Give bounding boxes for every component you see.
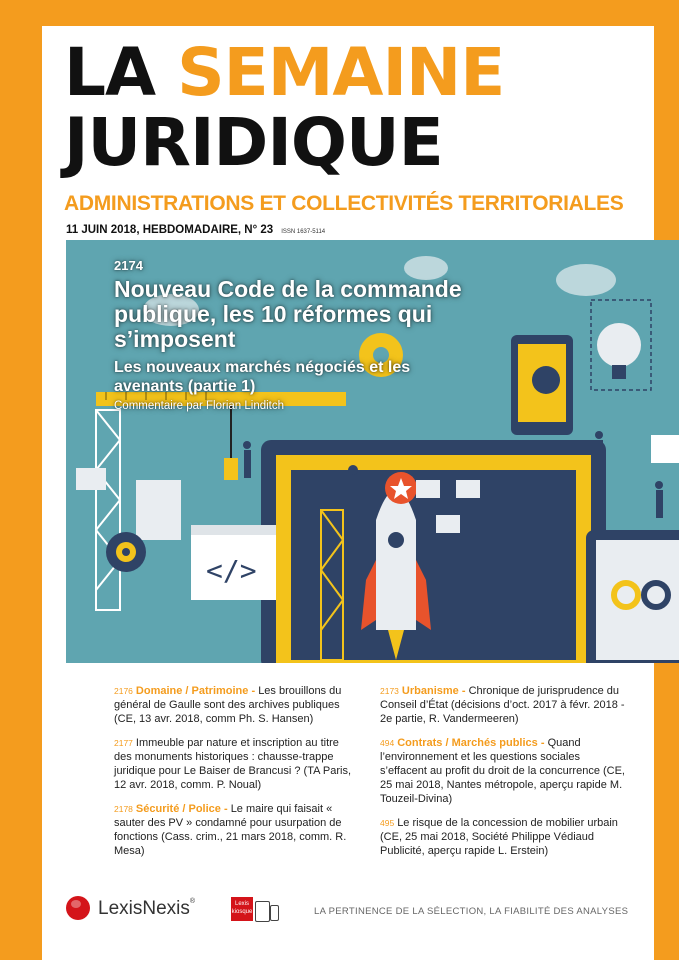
- cover-article-author: Commentaire par Florian Linditch: [114, 400, 285, 412]
- entry-rubric: Contrats / Marchés publics: [397, 737, 538, 749]
- entry-text: Immeuble par nature et inscription au titre des monuments historiques : chausse-trappe juridique pour Le Baiser de Brancusi ? (TA Paris, 12 avr. 2018, comm. P. Noual): [114, 737, 352, 791]
- entry-rubric: Urbanisme: [401, 685, 459, 697]
- masthead-juridique: JURIDIQUE: [64, 104, 443, 181]
- summary-right: [380, 684, 626, 868]
- summary-entry: [114, 802, 354, 858]
- cover-illustration: [66, 240, 679, 663]
- issue-line: [66, 224, 325, 236]
- entry-separator: -: [458, 685, 469, 697]
- kiosque-label: Lexis kiosque: [231, 897, 253, 921]
- issue-date: 11 JUIN 2018, HEBDOMADAIRE, N° 23: [66, 224, 274, 236]
- lexisnexis-ball-icon: [66, 896, 90, 920]
- summary-entry: [380, 816, 626, 858]
- cover-article-number: 2174: [114, 258, 143, 273]
- entry-text: Les brouillons du général de Gaulle sont des archives publiques (CE, 13 avr. 2018, comm Ph. S. Hansen): [114, 685, 342, 725]
- entry-text: Le risque de la concession de mobilier urbain (CE, 25 mai 2018, Société Philippe Védiaud Publicité, aperçu rapide L. Erstein): [380, 817, 618, 857]
- masthead: [64, 34, 505, 181]
- entry-text: Le maire qui faisait « sauter des PV » condamné pour usurpation de fonctions (Cass. crim., 21 mars 2018, comm. R. Mesa): [114, 803, 347, 857]
- tablet-icon: [255, 901, 270, 922]
- entry-number: 2178: [114, 804, 133, 814]
- cover-article-subtitle: Les nouveaux marchés négociés et les avenants (partie 1): [114, 359, 411, 395]
- entry-separator: -: [248, 685, 259, 697]
- entry-number: 2173: [380, 686, 399, 696]
- masthead-la: LA: [64, 34, 156, 111]
- cover-article: [114, 258, 534, 412]
- lexis-kiosque-logo: [231, 897, 283, 923]
- cover-article-title: Nouveau Code de la commande publique, les 10 réformes qui s’imposent: [114, 276, 462, 352]
- entry-text: Quand l’environnement et les questions sociales s’effacent au profit du droit de la concurrence (CE, 25 mai 2018, Nantes métropole, aperçu rapide M. Touzeil-Divina): [380, 737, 625, 805]
- entry-number: 2177: [114, 738, 133, 748]
- summary-left: [114, 684, 354, 868]
- summary-entry: [114, 736, 354, 792]
- masthead-semaine: SEMAINE: [177, 34, 505, 111]
- edition-title: ADMINISTRATIONS ET COLLECTIVITÉS TERRITORIALES: [64, 192, 624, 215]
- masthead-line1: [64, 34, 505, 111]
- entry-rubric: Domaine / Patrimoine: [135, 685, 249, 697]
- svg-text:</>: </>: [206, 554, 257, 587]
- entry-rubric: Sécurité / Police: [135, 803, 221, 815]
- entry-number: 495: [380, 818, 395, 828]
- summary-entry: [114, 684, 354, 726]
- summary-entry: [380, 684, 626, 726]
- issn: ISSN 1637-5114: [281, 229, 326, 235]
- phone-icon: [270, 905, 279, 921]
- entry-separator: -: [537, 737, 548, 749]
- summary-entry: [380, 736, 626, 806]
- entry-text: Chronique de jurisprudence du Conseil d’État (décisions d’oct. 2017 à févr. 2018 - 2e partie, R. Vandermeeren): [380, 685, 625, 725]
- lexisnexis-wordmark: LexisNexis®: [98, 898, 196, 919]
- footer-tagline: LA PERTINENCE DE LA SÉLECTION, LA FIABILITÉ DES ANALYSES: [314, 906, 629, 917]
- lexisnexis-logo: [66, 894, 226, 924]
- entry-number: 2176: [114, 686, 133, 696]
- entry-number: 494: [380, 738, 395, 748]
- entry-separator: -: [220, 803, 231, 815]
